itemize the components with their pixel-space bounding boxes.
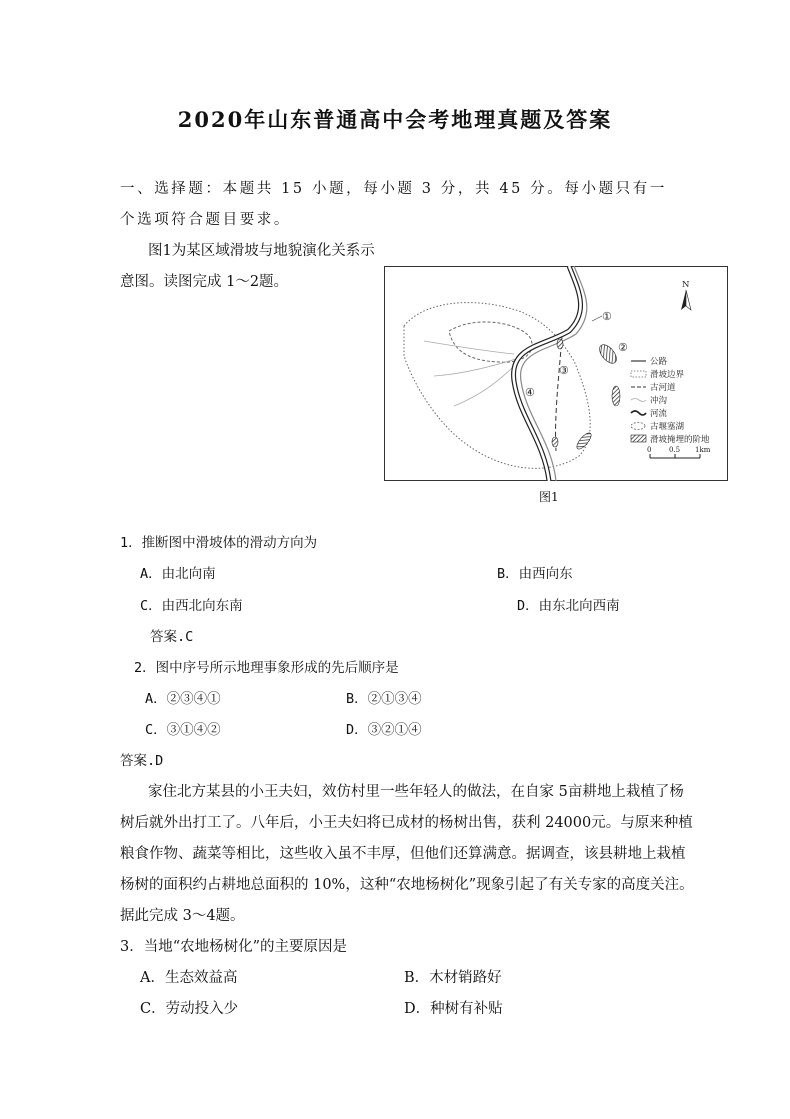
page-title: 2020年山东普通高中会考地理真题及答案 [177,107,613,132]
question-2-option-d: D．③②①④ [346,722,422,738]
section-instruction-line-2: 个选项符合题目要求。 [120,212,291,228]
svg-text:滑坡边界: 滑坡边界 [650,370,685,380]
question-3-stem: 3．当地“农地杨树化”的主要原因是 [120,939,348,955]
question-1-option-a: A．由北向南 [140,566,216,582]
question-3-option-d: D．种树有补贴 [404,1001,503,1017]
figure-intro-line-2: 意图。读图完成 1～2题。 [120,274,289,290]
svg-text:0.5: 0.5 [669,446,681,454]
north-label: N [682,280,690,290]
figure-intro-line-1: 图1为某区域滑坡与地貌演化关系示 [148,243,375,259]
svg-text:古堰塞湖: 古堰塞湖 [650,422,685,432]
question-3-option-b: B．木材销路好 [404,970,502,986]
figure-caption: 图1 [539,490,559,504]
passage-line-1: 家住北方某县的小王夫妇，效仿村里一些年轻人的做法，在自家 5亩耕地上栽植了杨 [148,784,684,800]
passage-line-5: 据此完成 3～4题。 [120,908,245,924]
question-1-option-b: B．由西向东 [497,566,573,582]
question-2-stem: 2．图中序号所示地理事象形成的先后顺序是 [134,660,399,676]
svg-text:冲沟: 冲沟 [650,396,668,406]
question-1-option-d: D．由东北向西南 [517,598,620,614]
svg-text:河流: 河流 [650,409,668,419]
question-1-option-c: C．由西北向东南 [140,598,243,614]
question-3-option-c: C．劳动投入少 [140,1001,239,1017]
marker-3: ③ [559,364,569,377]
question-2-answer: 答案.D [120,753,164,769]
question-1-answer: 答案.C [150,629,194,645]
marker-1: ① [602,310,612,323]
svg-text:1km: 1km [695,446,711,454]
passage-line-2: 树后就外出打工了。八年后，小王夫妇将已成材的杨树出售，获利 24000元。与原来种植 [120,815,693,831]
marker-2: ② [618,341,628,354]
svg-text:0: 0 [647,446,652,454]
svg-text:滑坡掩埋的阶地: 滑坡掩埋的阶地 [650,435,710,445]
question-1-stem: 1．推断图中滑坡体的滑动方向为 [120,535,318,551]
question-2-option-c: C．③①④② [145,722,221,738]
passage-line-3: 粮食作物、蔬菜等相比，这些收入虽不丰厚，但他们还算满意。据调查，该县耕地上栽植 [120,846,686,862]
svg-text:古河道: 古河道 [650,383,676,393]
svg-text:公路: 公路 [650,357,668,367]
marker-4: ④ [525,386,535,399]
landslide-map-figure [384,266,728,481]
passage-line-4: 杨树的面积约占耕地总面积的 10%，这种“农地杨树化”现象引起了有关专家的高度关注。 [120,877,694,893]
question-2-option-b: B．②①③④ [346,691,422,707]
question-2-option-a: A．②③④① [145,691,221,707]
question-3-option-a: A．生态效益高 [140,970,238,986]
section-instruction-line-1: 一、选择题：本题共 15 小题，每小题 3 分，共 45 分。每小题只有一 [120,181,667,197]
